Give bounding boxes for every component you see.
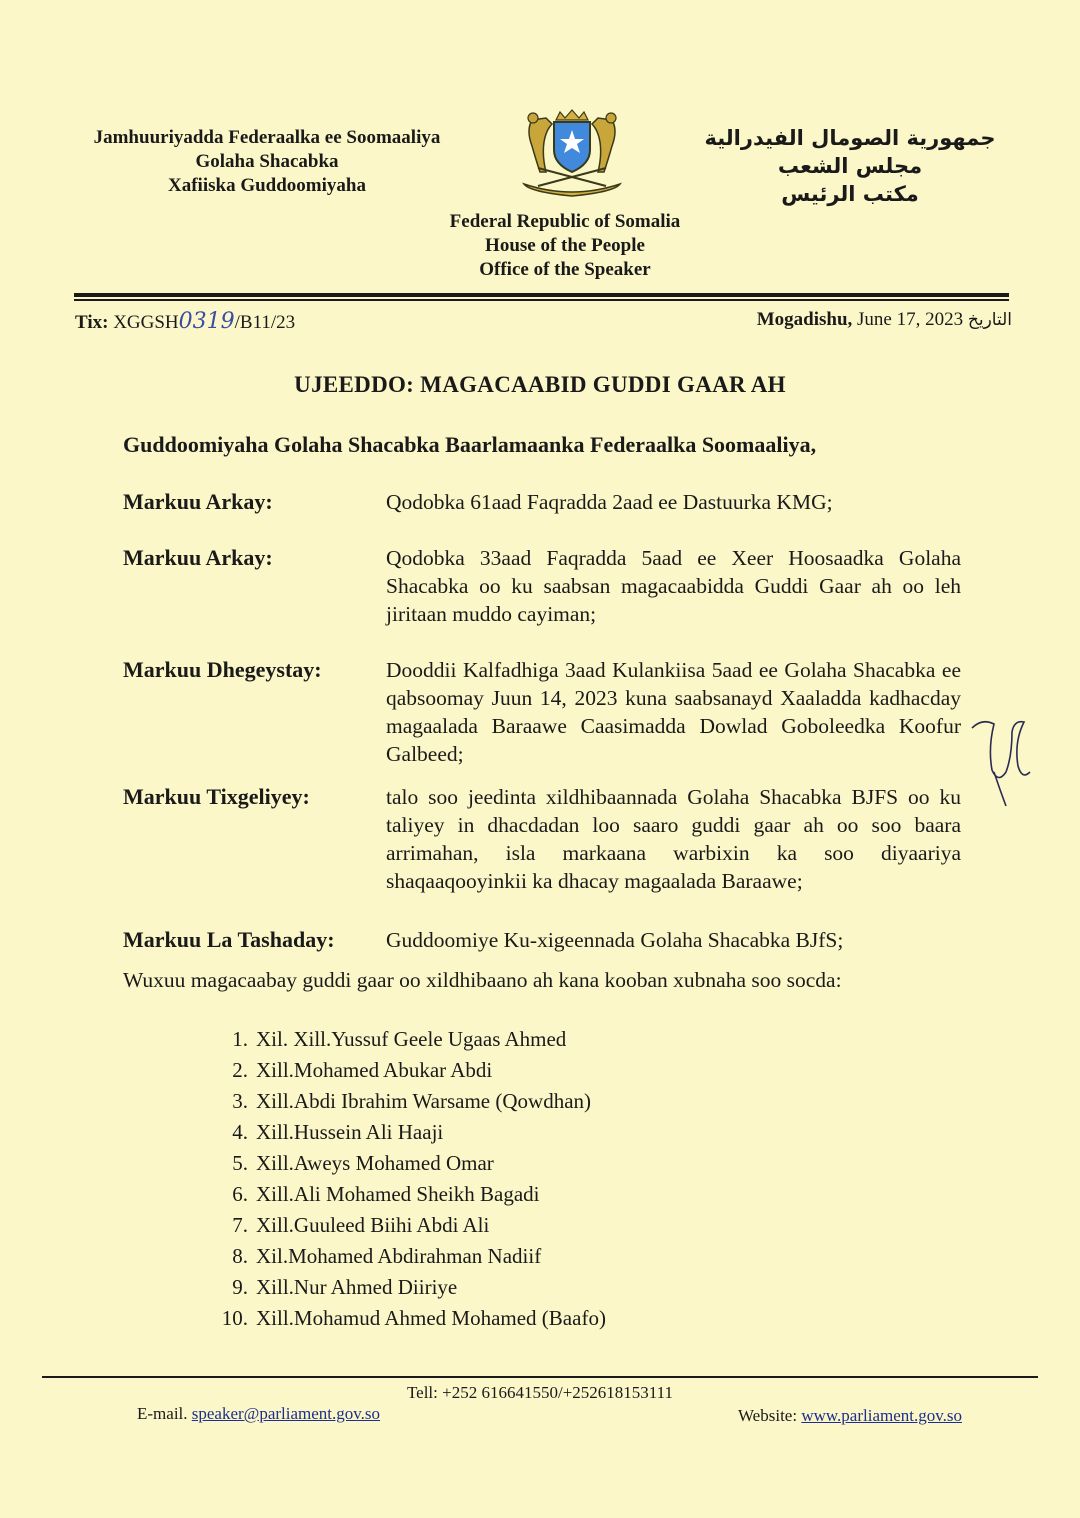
website-label: Website:: [738, 1406, 798, 1425]
list-item: [206, 1303, 606, 1334]
letterhead-english: [400, 210, 730, 282]
letterhead-arabic-line: مكتب الرئيس: [781, 182, 919, 206]
reference-suffix: /B11/23: [234, 312, 296, 333]
footer-email: [137, 1404, 380, 1424]
email-label: E-mail.: [137, 1404, 188, 1423]
clause-label: Markuu La Tashaday:: [123, 927, 335, 952]
letterhead-somali-line: Xafiiska Guddoomiyaha: [168, 175, 366, 196]
list-item-number: 7.: [232, 1213, 248, 1237]
reference-prefix: XGGSH: [113, 312, 179, 333]
list-item-number: 2.: [232, 1058, 248, 1082]
members-list: [206, 1024, 606, 1334]
letterhead-english-line: Federal Republic of Somalia: [449, 211, 681, 232]
list-item-name: Xil. Xill.Yussuf Geele Ugaas Ahmed: [256, 1027, 567, 1051]
list-item-name: Xill.Hussein Ali Haaji: [256, 1120, 444, 1144]
list-item: [206, 1210, 606, 1241]
list-item: [206, 1148, 606, 1179]
list-item: [206, 1086, 606, 1117]
header-divider-thin: [74, 299, 1009, 301]
letterhead-somali-line: Jamhuuriyadda Federaalka ee Soomaaliya: [93, 127, 441, 148]
list-item-name: Xill.Mohamed Abukar Abdi: [256, 1058, 493, 1082]
list-item-name: Xill.Nur Ahmed Diiriye: [256, 1275, 458, 1299]
list-item: [206, 1179, 606, 1210]
letterhead-english-line: House of the People: [485, 235, 645, 256]
reference-number: [75, 309, 295, 334]
list-item-number: 8.: [232, 1244, 248, 1268]
signature-mark: [964, 714, 1044, 810]
handwritten-reference-number: 0319: [178, 309, 235, 334]
subject-heading: UJEEDDO: MAGACAABID GUDDI GAAR AH: [294, 372, 786, 397]
clause-label: Markuu Arkay:: [123, 489, 273, 514]
letterhead-arabic-line: جمهورية الصومال الفيدرالية: [704, 126, 996, 150]
list-item-number: 4.: [232, 1120, 248, 1144]
list-item-number: 9.: [232, 1275, 248, 1299]
clause-label: Markuu Dhegeystay:: [123, 657, 322, 682]
list-item: [206, 1055, 606, 1086]
list-item: [206, 1024, 606, 1055]
list-item-name: Xill.Ali Mohamed Sheikh Bagadi: [256, 1182, 540, 1206]
footer-telephone: Tell: +252 616641550/+252618153111: [406, 1383, 674, 1402]
date-arabic-label: التاريخ: [967, 310, 1012, 330]
email-link[interactable]: speaker@parliament.gov.so: [191, 1404, 381, 1423]
list-item: [206, 1241, 606, 1272]
list-item-name: Xill.Aweys Mohamed Omar: [256, 1151, 494, 1175]
letterhead-somali-line: Golaha Shacabka: [195, 151, 339, 172]
letterhead-english-line: Office of the Speaker: [479, 259, 651, 280]
letterhead-arabic-line: مجلس الشعب: [777, 154, 923, 178]
preamble: Guddoomiyaha Golaha Shacabka Baarlamaanka Federaalka Soomaaliya,: [123, 432, 817, 457]
letterhead-arabic: [700, 124, 1000, 208]
website-link[interactable]: www.parliament.gov.so: [801, 1406, 962, 1425]
list-item: [206, 1272, 606, 1303]
list-item-name: Xil.Mohamed Abdirahman Nadiif: [256, 1244, 542, 1268]
clause-text: Guddoomiye Ku-xigeennada Golaha Shacabka BJfS;: [386, 928, 844, 952]
letterhead-somali: [72, 126, 462, 198]
footer-website: [738, 1406, 962, 1426]
list-item-number: 6.: [232, 1182, 248, 1206]
clause-text: Qodobka 33aad Faqradda 5aad ee Xeer Hoosaadka Golaha Shacabka oo ku saabsan magacaabidda Guddi Gaar ah oo leh jiritaan muddo cayiman;: [386, 546, 961, 626]
list-item-name: Xill.Guuleed Biihi Abdi Ali: [256, 1213, 490, 1237]
list-item: [206, 1117, 606, 1148]
list-item-name: Xill.Mohamud Ahmed Mohamed (Baafo): [256, 1306, 606, 1330]
clause-label: Markuu Arkay:: [123, 545, 273, 570]
coat-of-arms-icon: [518, 108, 626, 200]
list-item-number: 1.: [232, 1027, 248, 1051]
reference-label: Tix:: [75, 312, 109, 333]
list-item-number: 10.: [221, 1306, 248, 1330]
list-item-number: 3.: [232, 1089, 248, 1113]
list-item-number: 5.: [232, 1151, 248, 1175]
list-item-name: Xill.Abdi Ibrahim Warsame (Qowdhan): [256, 1089, 592, 1113]
members-intro: Wuxuu magacaabay guddi gaar oo xildhibaano ah kana kooban xubnaha soo socda:: [123, 968, 842, 992]
clause-text: talo soo jeedinta xildhibaannada Golaha Shacabka BJFS oo ku taliyey in dhacdadan loo saaro guddi gaar ah oo soo baara arrimahan, isla markaana warbixin ka soo diyaariya shaqaaqooyinkii ka dhacay magaalada Baraawe;: [386, 785, 961, 893]
footer-divider: [42, 1376, 1038, 1378]
date-place: Mogadishu,: [756, 309, 853, 330]
date-value: June 17, 2023: [857, 309, 964, 330]
clause-text: Dooddii Kalfadhiga 3aad Kulankiisa 5aad ee Golaha Shacabka ee qabsoomay Juun 14, 2023 kuna saabsanayd Xaaladda kadhacday magaalada Baraawe Caasimadda Dowlad Goboleedka Koofur Galbeed;: [386, 658, 961, 766]
letter-date: [757, 309, 1012, 331]
clause-label: Markuu Tixgeliyey:: [123, 784, 310, 809]
clause-text: Qodobka 61aad Faqradda 2aad ee Dastuurka KMG;: [386, 490, 833, 514]
header-divider-thick: [74, 293, 1009, 297]
